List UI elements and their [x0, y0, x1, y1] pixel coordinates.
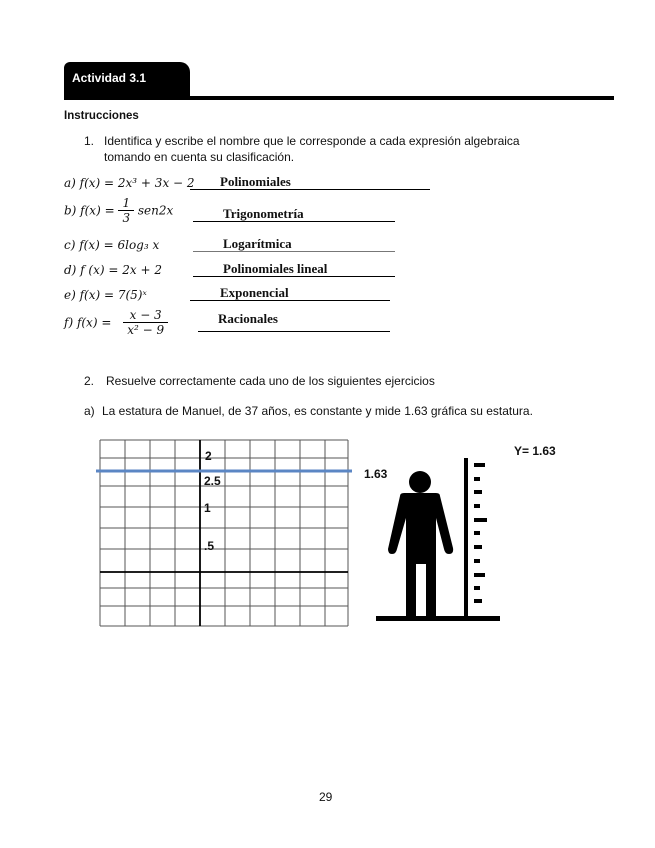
page-number: 29 — [319, 790, 333, 804]
item-1-number: 1. — [84, 134, 95, 148]
answer-c-text: Logarítmica — [223, 236, 292, 251]
exercise-a-text: La estatura de Manuel, de 37 años, es constante y mide 1.63 gráfica su estatura. — [102, 404, 533, 418]
instruction-item-2 — [84, 374, 435, 388]
answer-f-line — [198, 331, 390, 332]
y-label-2-5: 2.5 — [204, 474, 221, 488]
expression-f-numerator: x − 3 — [129, 308, 162, 322]
height-value-label: 1.63 — [364, 467, 388, 481]
item-1-line2: tomando en cuenta su clasificación. — [104, 150, 295, 164]
answer-c — [193, 236, 395, 252]
coordinate-grid — [96, 436, 356, 630]
item-2-number: 2. — [84, 374, 95, 388]
expression-b-numerator: 1 — [122, 196, 131, 210]
expression-b-suffix: sen2x — [134, 203, 174, 218]
person-height-illustration — [376, 456, 500, 622]
expression-b — [64, 196, 173, 225]
ruler-bar — [464, 458, 468, 618]
item-1-line1: Identifica y escribe el nombre que le corresponde a cada expresión algebraica — [104, 134, 520, 148]
expression-e: e) f(x) = 7(5)ˣ — [64, 288, 147, 302]
expression-f-fraction — [123, 308, 168, 337]
instructions-heading: Instrucciones — [64, 110, 139, 122]
answer-d — [193, 261, 395, 277]
expression-f-denominator: x² − 9 — [123, 322, 168, 337]
answer-e-text: Exponencial — [220, 285, 289, 300]
item-2-text: Resuelve correctamente cada uno de los siguientes ejercicios — [106, 374, 435, 388]
answer-b — [193, 206, 395, 222]
answer-f-text: Racionales — [218, 311, 278, 326]
instruction-item-1 — [84, 133, 544, 165]
ground-line — [376, 616, 500, 621]
header-rule — [64, 96, 614, 100]
expression-b-prefix: b) f(x) = — [64, 203, 119, 218]
answer-e — [190, 285, 390, 301]
y-label-0-5: .5 — [204, 539, 215, 553]
expression-d: d) f (x) = 2x + 2 — [64, 263, 162, 277]
exercise-a-letter: a) — [84, 404, 95, 418]
expression-a: a) f(x) = 2x³ + 3x − 2 — [64, 176, 195, 190]
expression-f — [64, 308, 168, 337]
expression-c: c) f(x) = 6log₃ x — [64, 238, 160, 252]
activity-title: Actividad 3.1 — [72, 71, 147, 85]
y-label-1: 1 — [204, 501, 211, 515]
expression-b-fraction — [118, 196, 134, 225]
ruler-ticks — [474, 463, 487, 603]
answer-b-text: Trigonometría — [223, 206, 304, 221]
answer-a-text: Polinomiales — [220, 174, 291, 189]
person-icon — [388, 471, 453, 620]
answer-d-text: Polinomiales lineal — [223, 261, 328, 276]
exercise-a — [84, 404, 533, 418]
equation-label: Y= 1.63 — [514, 444, 556, 458]
answer-a — [190, 174, 430, 190]
expression-b-denominator: 3 — [118, 210, 134, 225]
y-label-2: 2 — [205, 449, 212, 463]
activity-tab — [64, 62, 190, 98]
expression-f-prefix: f) f(x) = — [64, 315, 116, 330]
